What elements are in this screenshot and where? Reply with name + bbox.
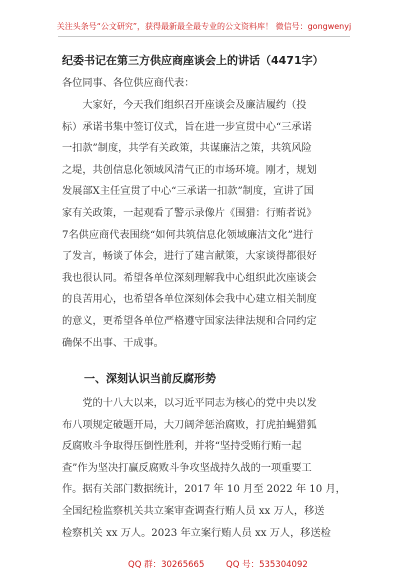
- paragraph-anti-corruption: [62, 393, 346, 544]
- paragraph-line: 的意义，更希望各单位严格遵守国家法律法规和合同约定: [62, 315, 317, 327]
- footer-contact-bar: [0, 558, 408, 572]
- paragraph-line: 发展部X主任宣贯了中心“三承诺一扣款”制度，宣讲了国: [62, 186, 314, 198]
- paragraph-line: 党的十八大以来，以习近平同志为核心的党中央以发: [62, 398, 317, 409]
- paragraph-line: 查”作为坚决打赢反腐败斗争攻坚战持久战的一项重要工: [62, 462, 312, 474]
- paragraph-line: 7名供应商代表围绕“如何共筑信息化领域廉洁文化”进行: [62, 229, 314, 241]
- paragraph-line: 一扣款”制度，共学有关政策，共谋廉洁之策，共筑风险: [62, 143, 312, 155]
- paragraph-line: 作。据有关部门数据统计，2017 年 10 月至 2022 年 10 月，: [62, 484, 346, 496]
- paragraph-line: 的良苦用心，也希望各单位深刻体会我中心建立相关制度: [62, 294, 317, 306]
- qq-number-label: QQ 号：535304092: [226, 560, 308, 570]
- paragraph-line: 检察机关 xx 万人。2023 年立案行贿人员 xx 万人，移送检: [62, 527, 331, 539]
- paragraph-line: 布八项规定破题开局，大刀阔斧惩治腐败，打虎拍蝇猎狐: [62, 419, 317, 431]
- header-divider: [58, 36, 350, 37]
- paragraph-line: 我也很认同。希望各单位深刻理解我中心组织此次座谈会: [62, 272, 317, 284]
- paragraph-line: 之堤，共创信息化领域风清气正的市场环境。刚才，规划: [62, 164, 317, 176]
- banner-text: 关注头条号“公文研究”，获得最新最全最专业的公文资料库！ 微信号：gongwenyj: [56, 22, 352, 31]
- paragraph-line: 家有关政策，一起观看了警示录像片《围猎：行贿者说》: [62, 207, 317, 219]
- paragraph-line: 了发言，畅谈了体会，进行了建言献策，大家谈得都很好: [62, 251, 317, 263]
- paragraph-line: 确保不出事、干成事。: [62, 337, 164, 349]
- document-title: 纪委书记在第三方供应商座谈会上的讲话（4471字）: [62, 54, 324, 67]
- paragraph-line: 全国纪检监察机关共立案审查调查行贿人员 xx 万人，移送: [62, 505, 325, 517]
- top-banner: [0, 14, 408, 32]
- paragraph-line: 标）承诺书集中签订仪式，旨在进一步宣贯中心“三承诺: [62, 121, 312, 133]
- paragraph-line: 反腐败斗争取得压倒性胜利，并将“坚持受贿行贿一起: [62, 441, 302, 453]
- salutation: 各位同事、各位供应商代表：: [62, 78, 195, 89]
- section-heading: 一、深刻认识当前反腐形势: [84, 372, 216, 385]
- paragraph-opening: [62, 95, 346, 354]
- paragraph-line: 大家好，今天我们组织召开座谈会及廉洁履约（投: [62, 100, 307, 111]
- qq-group-label: QQ 群：30265665: [128, 560, 205, 570]
